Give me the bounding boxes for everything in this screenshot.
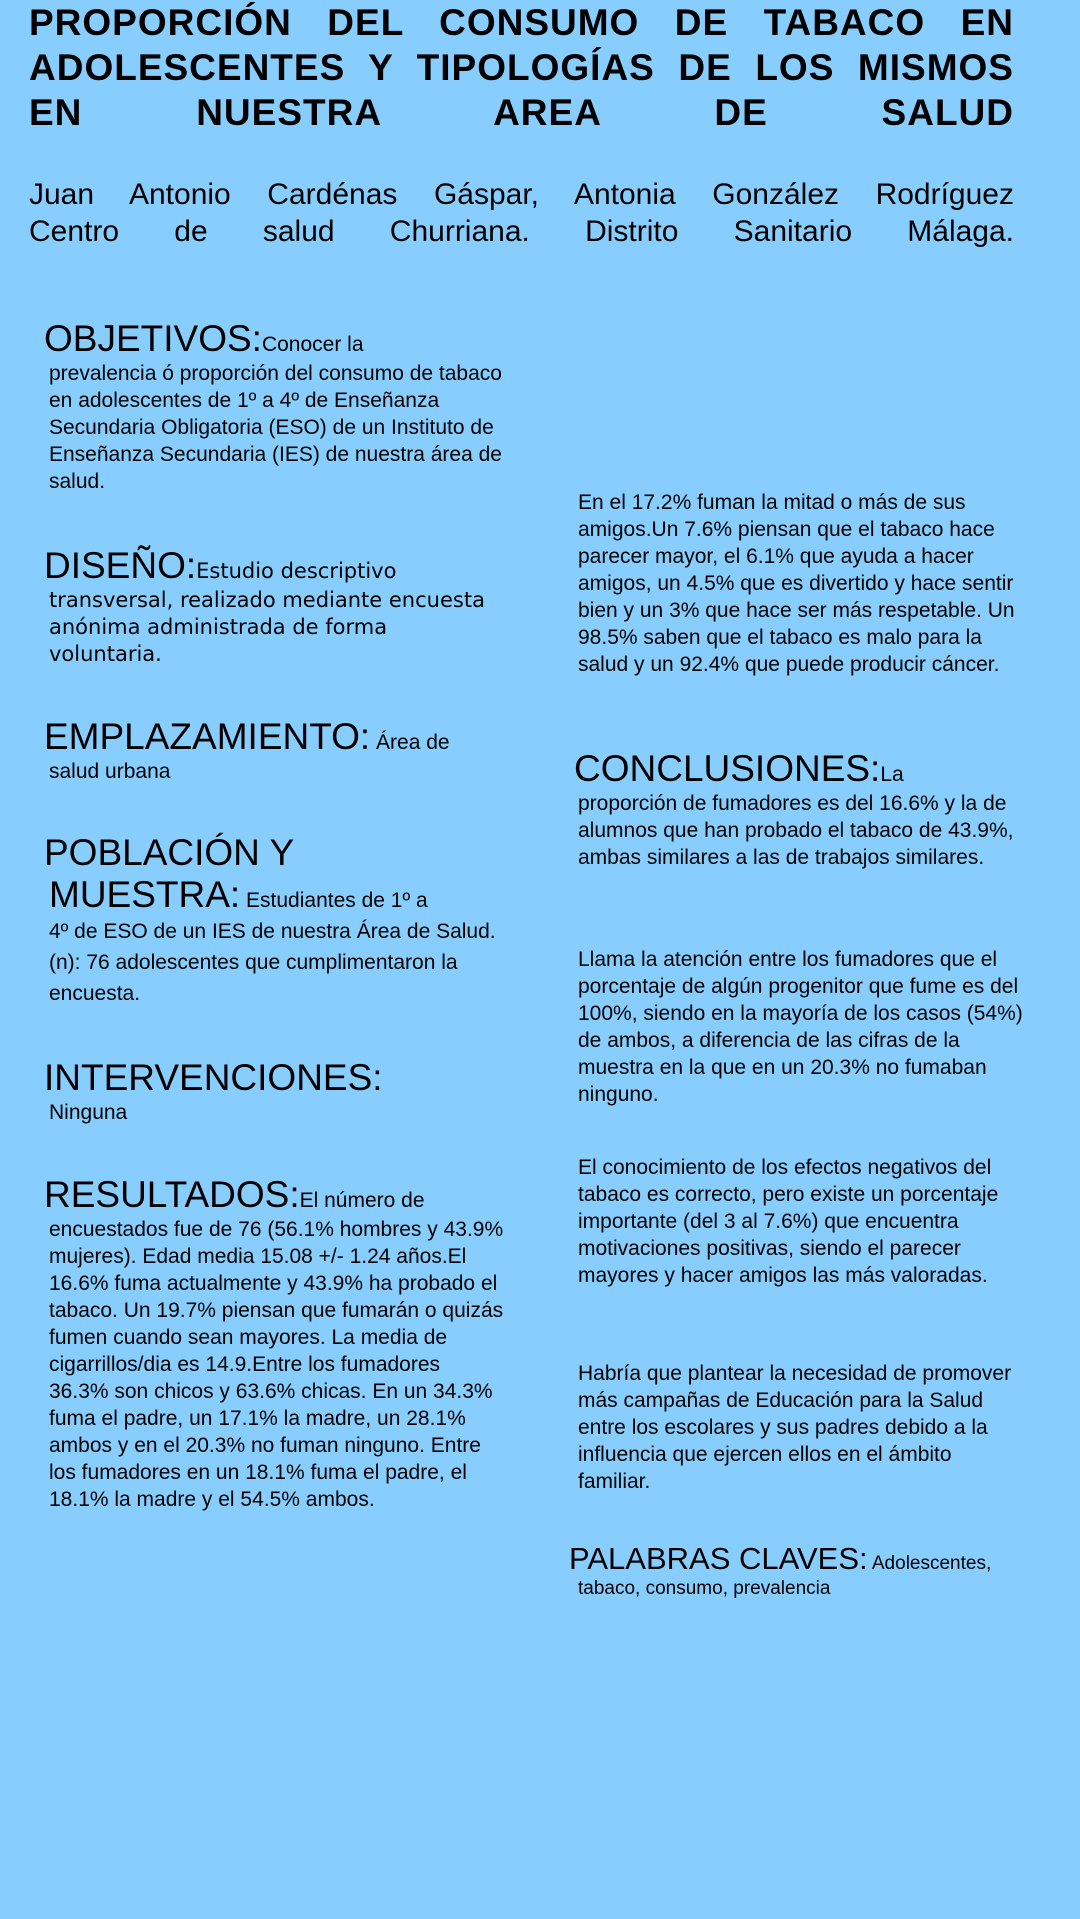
- section-resultados: [44, 1174, 504, 1513]
- section-palabras-claves: [569, 1541, 1039, 1601]
- section-heading: PALABRAS CLAVES:: [569, 1541, 868, 1576]
- section-body: encuestados fue de 76 (56.1% hombres y 43.9% mujeres). Edad media 15.08 +/- 1.24 años.El 16.6% fuma actualmente y 43.9% ha probado el tabaco. Un 19.7% piensan que fumarán o quizás fumen cuando sean mayores. La media de cigarrillos/dia es 14.9.Entre los fumadores 36.3% son chicos y 63.6% chicas. En un 34.3% fuma el padre, un 17.1% la madre, un 28.1% ambos y en el 20.3% no fuman ninguno. Entre los fumadores en un 18.1% fuma el padre, el 18.1% la madre y el 54.5% ambos.: [49, 1218, 504, 1511]
- section-heading: RESULTADOS:: [44, 1174, 300, 1215]
- section-body: tabaco, consumo, prevalencia: [578, 1578, 831, 1599]
- section-heading: DISEÑO:: [44, 545, 197, 586]
- section-intervenciones: [44, 1057, 504, 1126]
- title-line: PROPORCIÓN DEL CONSUMO DE TABACO EN: [29, 2, 1014, 43]
- poster-title: [29, 0, 1014, 135]
- section-body: Ninguna: [49, 1101, 128, 1124]
- title-line: EN NUESTRA AREA DE SALUD: [29, 92, 1014, 133]
- section-diseno: [44, 545, 504, 668]
- section-lead: Estudiantes de 1º a: [240, 889, 428, 912]
- author-names: Juan Antonio Cardénas Gáspar, Antonia González Rodríguez: [29, 178, 1014, 211]
- section-heading: MUESTRA:: [49, 874, 241, 915]
- section-lead: El número de: [299, 1189, 425, 1212]
- section-body: 4º de ESO de un IES de nuestra Área de Salud. (n): 76 adolescentes que cumplimentaron la encuesta.: [49, 920, 496, 1005]
- conclusiones-paragraph: Llama la atención entre los fumadores que el porcentaje de algún progenitor que fume es del 100%, siendo en la mayoría de los casos (54%) de ambos, a diferencia de las cifras de la muestra en la que en un 20.3% no fumaban ninguno.: [578, 948, 1023, 1106]
- section-lead: La: [880, 763, 904, 786]
- section-body: proporción de fumadores es del 16.6% y la de alumnos que han probado el tabaco de 43.9%, ambas similares a las de trabajos similares.: [578, 792, 1014, 869]
- section-lead: Área de: [370, 731, 450, 754]
- title-line: ADOLESCENTES Y TIPOLOGÍAS DE LOS MISMOS: [29, 47, 1014, 88]
- section-lead: Adolescentes,: [867, 1553, 992, 1574]
- section-heading: INTERVENCIONES:: [44, 1057, 383, 1098]
- section-heading: CONCLUSIONES:: [574, 748, 881, 789]
- section-body: salud urbana: [49, 760, 171, 783]
- section-lead: Estudio descriptivo: [196, 559, 397, 583]
- section-poblacion: [44, 832, 504, 1009]
- section-objetivos: [44, 318, 504, 495]
- section-body: transversal, realizado mediante encuesta anónima administrada de forma voluntaria.: [49, 588, 485, 666]
- section-lead: Conocer la: [261, 333, 364, 356]
- section-heading: OBJETIVOS:: [44, 318, 262, 359]
- section-heading: POBLACIÓN Y: [44, 832, 295, 873]
- section-heading: EMPLAZAMIENTO:: [44, 716, 371, 757]
- author-center: Centro de salud Churriana. Distrito Sanitario Málaga.: [29, 215, 1014, 248]
- section-body: prevalencia ó proporción del consumo de tabaco en adolescentes de 1º a 4º de Enseñanza Secundaria Obligatoria (ESO) de un Instituto de Enseñanza Secundaria (IES) de nuestra área de salud.: [49, 362, 502, 493]
- section-conclusiones: [574, 748, 1032, 871]
- conclusiones-paragraph: Habría que plantear la necesidad de promover más campañas de Educación para la Salud entre los escolares y sus padres debido a la influencia que ejercen ellos en el ámbito familiar.: [578, 1362, 1012, 1493]
- authors-block: [29, 176, 1014, 250]
- section-emplazamiento: [44, 716, 504, 785]
- resultados-continuation: En el 17.2% fuman la mitad o más de sus amigos.Un 7.6% piensan que el tabaco hace parecer mayor, el 6.1% que ayuda a hacer amigos, un 4.5% que es divertido y hace sentir bien y un 3% que hace ser más respetable. Un 98.5% saben que el tabaco es malo para la salud y un 92.4% que puede producir cáncer.: [578, 491, 1015, 676]
- conclusiones-paragraph: El conocimiento de los efectos negativos del tabaco es correcto, pero existe un porcentaje importante (del 3 al 7.6%) que encuentra motivaciones positivas, siendo el parecer mayores y hacer amigos las más valoradas.: [578, 1156, 999, 1287]
